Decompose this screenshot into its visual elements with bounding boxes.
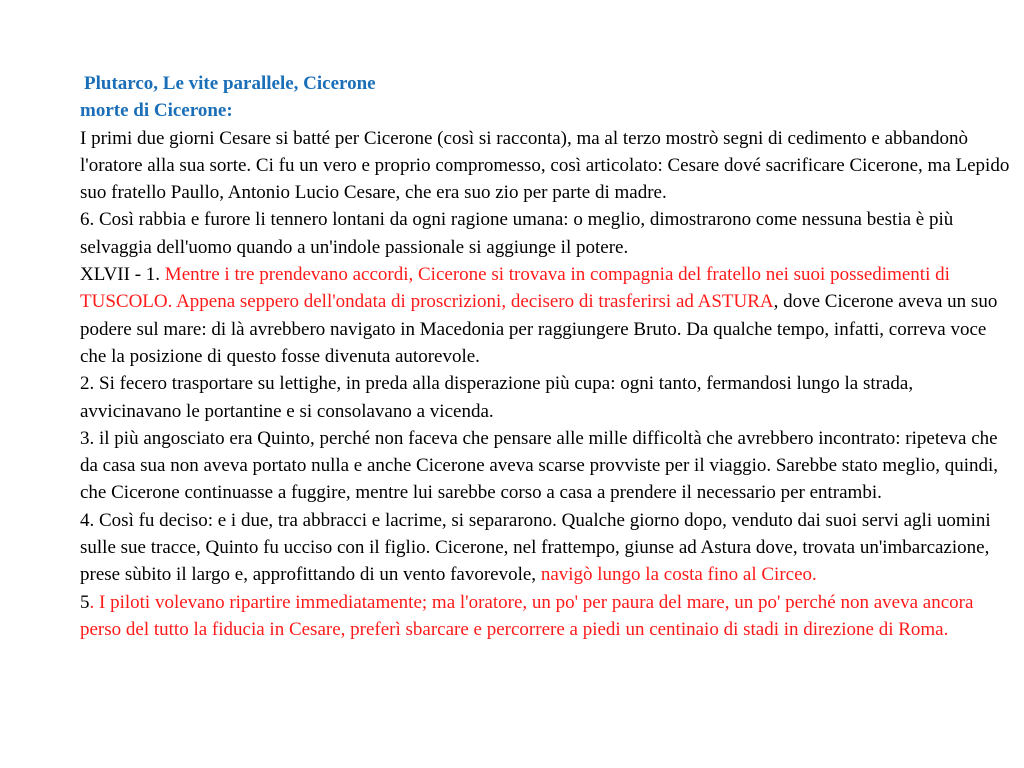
document-title: Plutarco, Le vite parallele, Cicerone [84, 73, 376, 94]
paragraph-3: 3. il più angosciato era Quinto, perché non faceva che pensare alle mille difficoltà che avrebbero incontrato: ripeteva che da casa sua non aveva portato nulla e anche Cicerone aveva scarse provviste per il viaggio. Sarebbe stato meglio, quindi, che Cicerone continuasse a fuggire, mentre lui sarebbe corso a casa a prendere il necessario per entrambi. [80, 427, 999, 504]
paragraph-text: , dove Cicerone aveva un suo podere sul mare: di là avrebbero navigato in Macedonia per raggiungere Bruto. Da qualche tempo, infatti, correva voce che la posizione di questo fosse divenuta autorevole. [80, 291, 998, 367]
highlighted-text: . I piloti volevano ripartire immediatamente; ma l'oratore, un po' per paura del mare, un po' perché non aveva ancora perso del tutto la fiducia in Cesare, preferì sbarcare e percorrere a piedi un centinaio di stadi in direzione di Roma. [80, 591, 974, 640]
highlighted-text: Mentre i tre prendevano accordi, Cicerone si trovava in compagnia del fratello nei suoi possedimenti di TUSCOLO. Appena seppero dell'ondata di proscrizioni, decisero di trasferirsi ad ASTURA [80, 264, 950, 313]
paragraph-4 [80, 507, 1010, 589]
highlighted-text: navigò lungo la costa fino al Circeo. [540, 564, 817, 586]
paragraph-number: 5 [80, 591, 90, 613]
document-body [80, 70, 1010, 643]
paragraph-number: XLVII - 1. [80, 264, 165, 286]
paragraph-text: 4. Così fu deciso: e i due, tra abbracci e lacrime, si separarono. Qualche giorno dopo, venduto dai suoi servi agli uomini sulle sue tracce, Quinto fu ucciso con il figlio. Cicerone, nel frattempo, giunse ad Astura dove, trovata un'imbarcazione, prese sùbito il largo e, approfittando di un vento favorevole, [80, 509, 991, 586]
paragraph-6: 6. Così rabbia e furore li tennero lontani da ogni ragione umana: o meglio, dimostrarono come nessuna bestia è più selvaggia dell'uomo quando a un'indole passionale si aggiunge il potere. [80, 209, 954, 258]
paragraph-xlvii-1 [80, 261, 1010, 370]
paragraph-5 [80, 589, 1010, 644]
paragraph-2: 2. Si fecero trasportare su lettighe, in preda alla disperazione più cupa: ogni tanto, fermandosi lungo la strada, avvicinavano le portantine e si consolavano a vicenda. [80, 373, 914, 422]
section-subtitle: morte di Cicerone: [80, 100, 233, 122]
paragraph-intro: I primi due giorni Cesare si batté per Cicerone (così si racconta), ma al terzo mostrò segni di cedimento e abbandonò l'oratore alla sua sorte. Ci fu un vero e proprio compromesso, così articolato: Cesare dové sacrificare Cicerone, ma Lepido suo fratello Paullo, Antonio Lucio Cesare, che era suo zio per parte di madre. [80, 127, 1010, 204]
